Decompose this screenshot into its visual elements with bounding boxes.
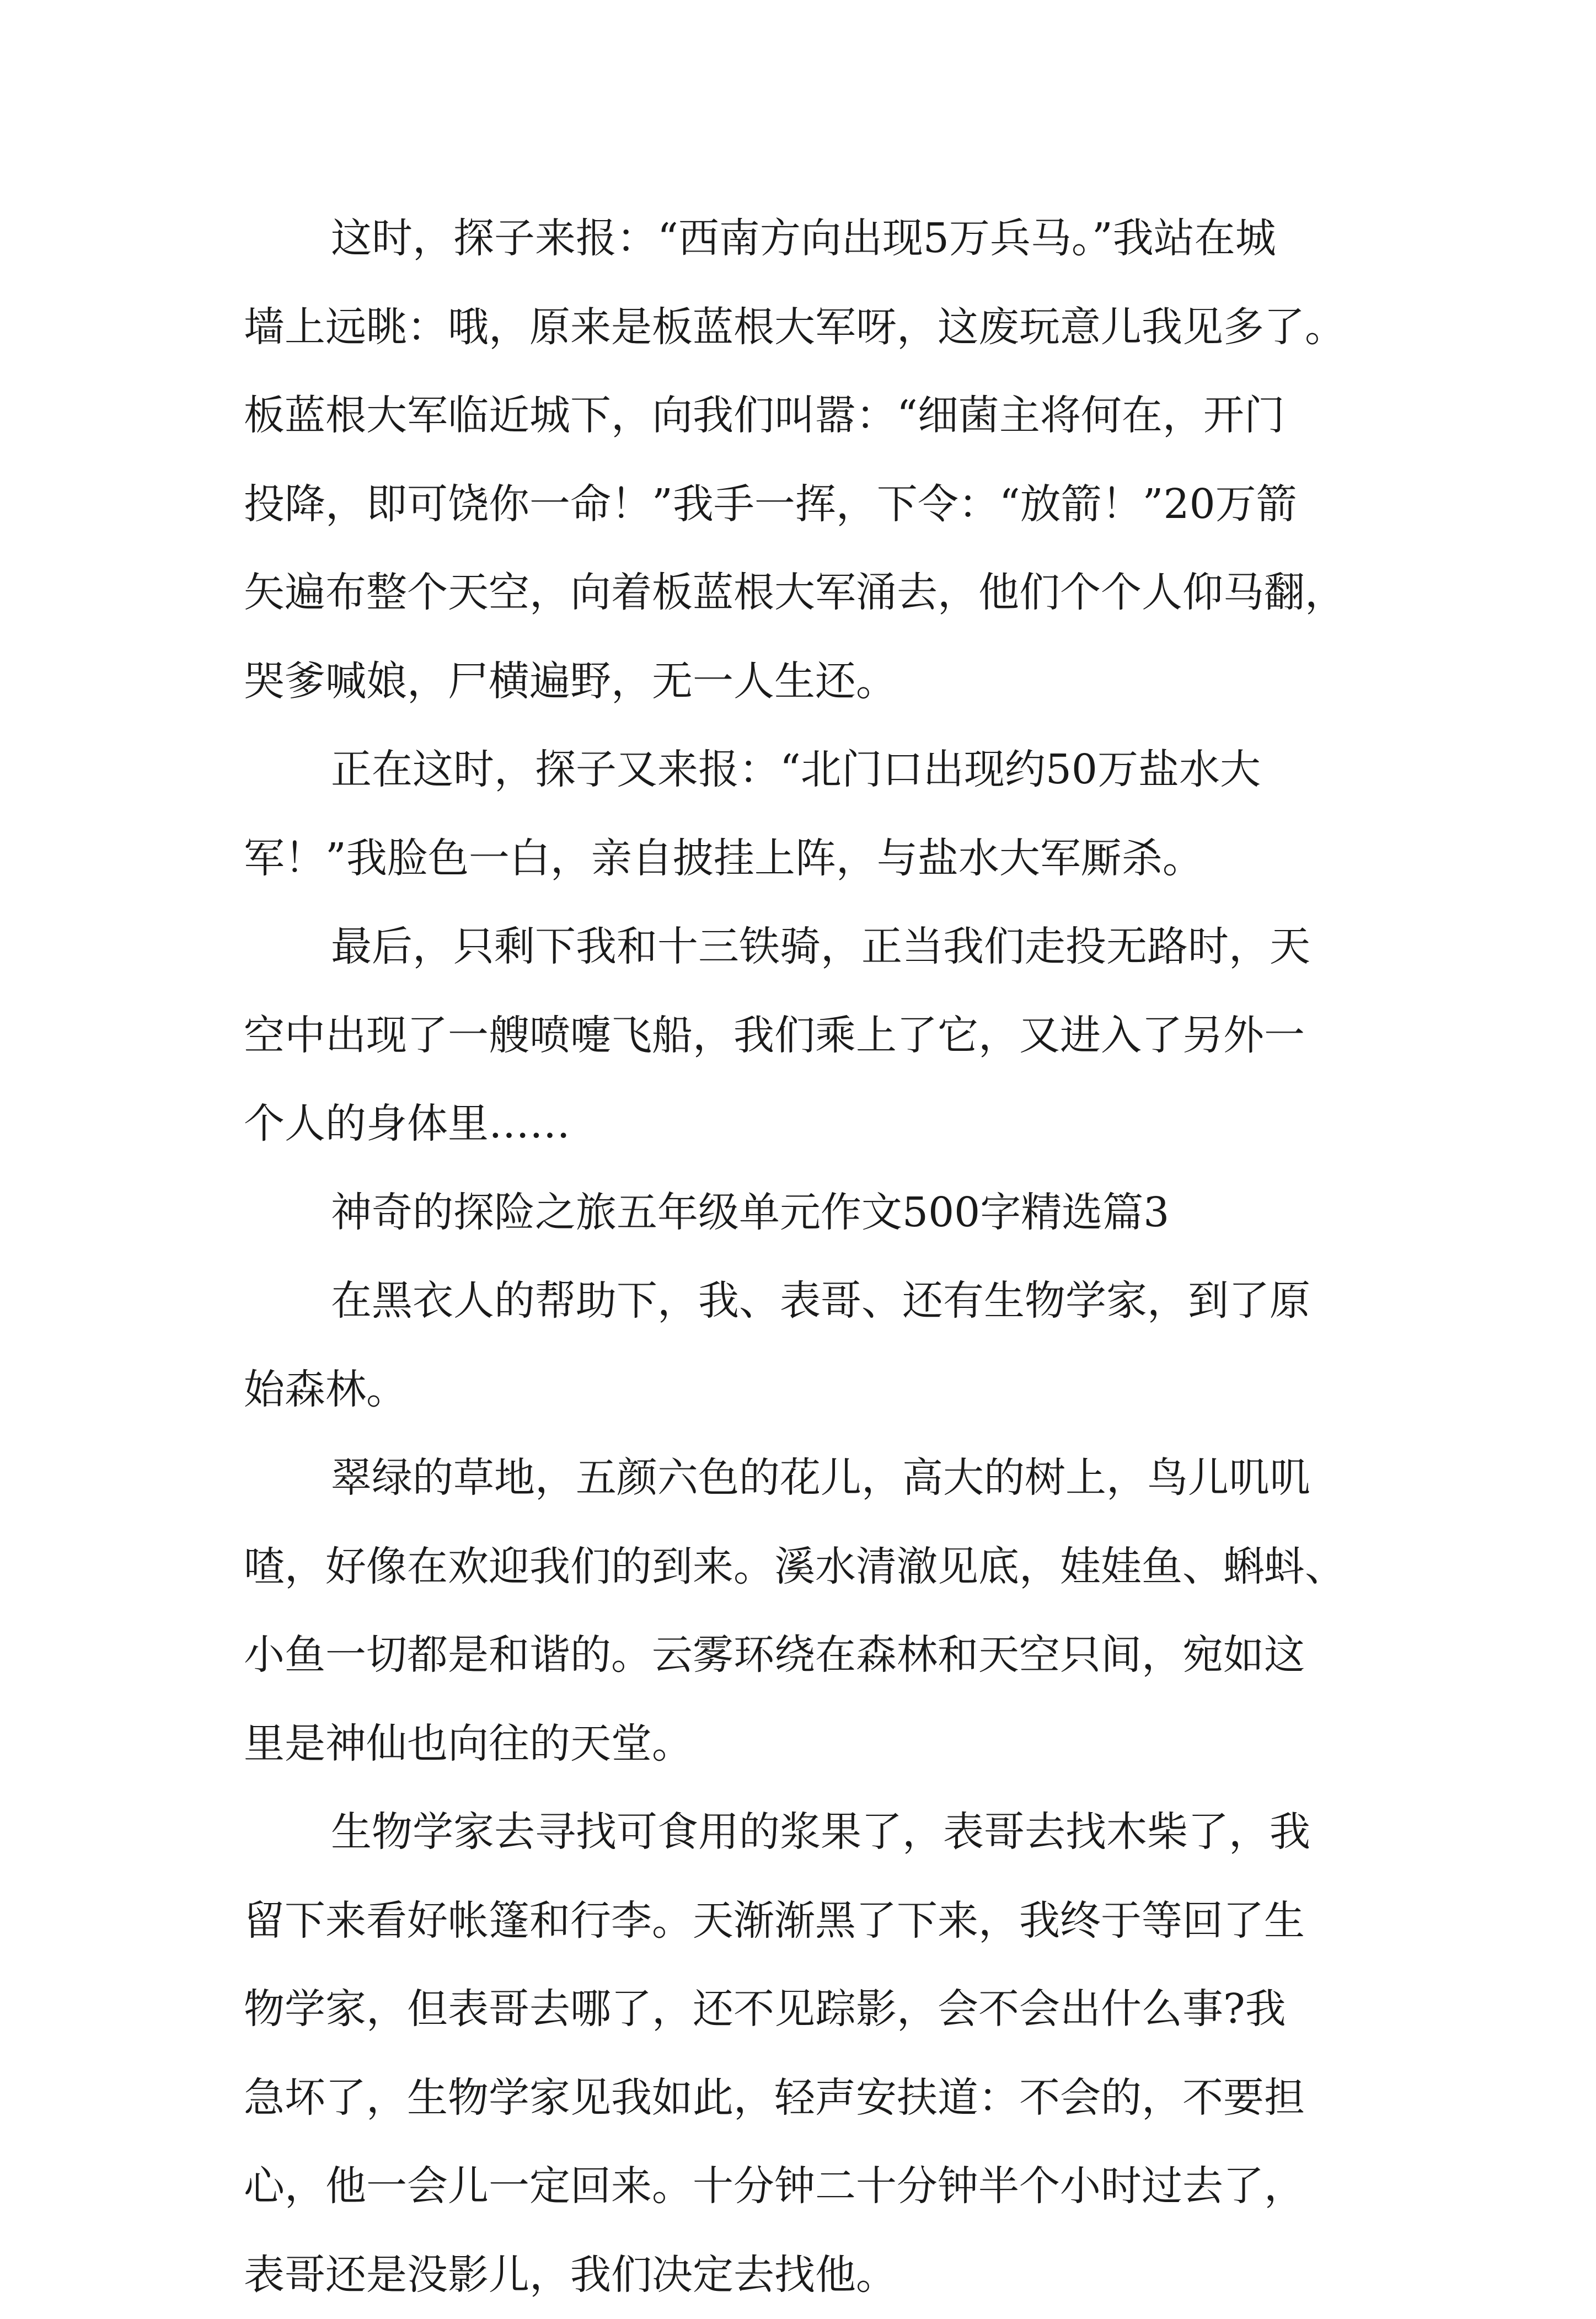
document-body — [244, 194, 1363, 2319]
text-line: 最后，只剩下我和十三铁骑，正当我们走投无路时，天 — [244, 902, 1363, 991]
text-line: 留下来看好帐篷和行李。天渐渐黑了下来，我终于等回了生 — [244, 1877, 1363, 1965]
text-line: 投降，即可饶你一命！”我手一挥，下令：“放箭！”20万箭 — [244, 460, 1363, 549]
text-line: 翠绿的草地，五颜六色的花儿，高大的树上，鸟儿叽叽 — [244, 1434, 1363, 1522]
text-line: 里是神仙也向往的天堂。 — [244, 1700, 1363, 1788]
text-line: 矢遍布整个天空，向着板蓝根大军涌去，他们个个人仰马翻， — [244, 548, 1363, 637]
text-line: 生物学家去寻找可食用的浆果了，表哥去找木柴了，我 — [244, 1788, 1363, 1877]
text-line: 心，他一会儿一定回来。十分钟二十分钟半个小时过去了， — [244, 2142, 1363, 2231]
text-line: 这时，探子来报：“西南方向出现5万兵马。”我站在城 — [244, 194, 1363, 283]
text-line: 军！”我脸色一白，亲自披挂上阵，与盐水大军厮杀。 — [244, 814, 1363, 903]
text-line: 哭爹喊娘，尸横遍野，无一人生还。 — [244, 637, 1363, 726]
text-line: 墙上远眺：哦，原来是板蓝根大军呀，这废玩意儿我见多了。 — [244, 283, 1363, 372]
text-line: 小鱼一切都是和谐的。云雾环绕在森林和天空只间，宛如这 — [244, 1611, 1363, 1700]
text-line: 喳，好像在欢迎我们的到来。溪水清澈见底，娃娃鱼、蝌蚪、 — [244, 1522, 1363, 1611]
text-line: 表哥还是没影儿，我们决定去找他。 — [244, 2231, 1363, 2319]
text-line: 正在这时，探子又来报：“北门口出现约50万盐水大 — [244, 725, 1363, 814]
text-line: 个人的身体里…… — [244, 1080, 1363, 1168]
text-line: 在黑衣人的帮助下，我、表哥、还有生物学家，到了原 — [244, 1257, 1363, 1345]
text-line: 神奇的探险之旅五年级单元作文500字精选篇3 — [244, 1168, 1363, 1257]
text-line: 空中出现了一艘喷嚏飞船，我们乘上了它，又进入了另外一 — [244, 991, 1363, 1080]
text-line: 板蓝根大军临近城下，向我们叫嚣：“细菌主将何在，开门 — [244, 371, 1363, 460]
text-line: 急坏了，生物学家见我如此，轻声安扶道：不会的，不要担 — [244, 2054, 1363, 2142]
text-line: 始森林。 — [244, 1345, 1363, 1434]
text-line: 物学家，但表哥去哪了，还不见踪影，会不会出什么事?我 — [244, 1965, 1363, 2054]
